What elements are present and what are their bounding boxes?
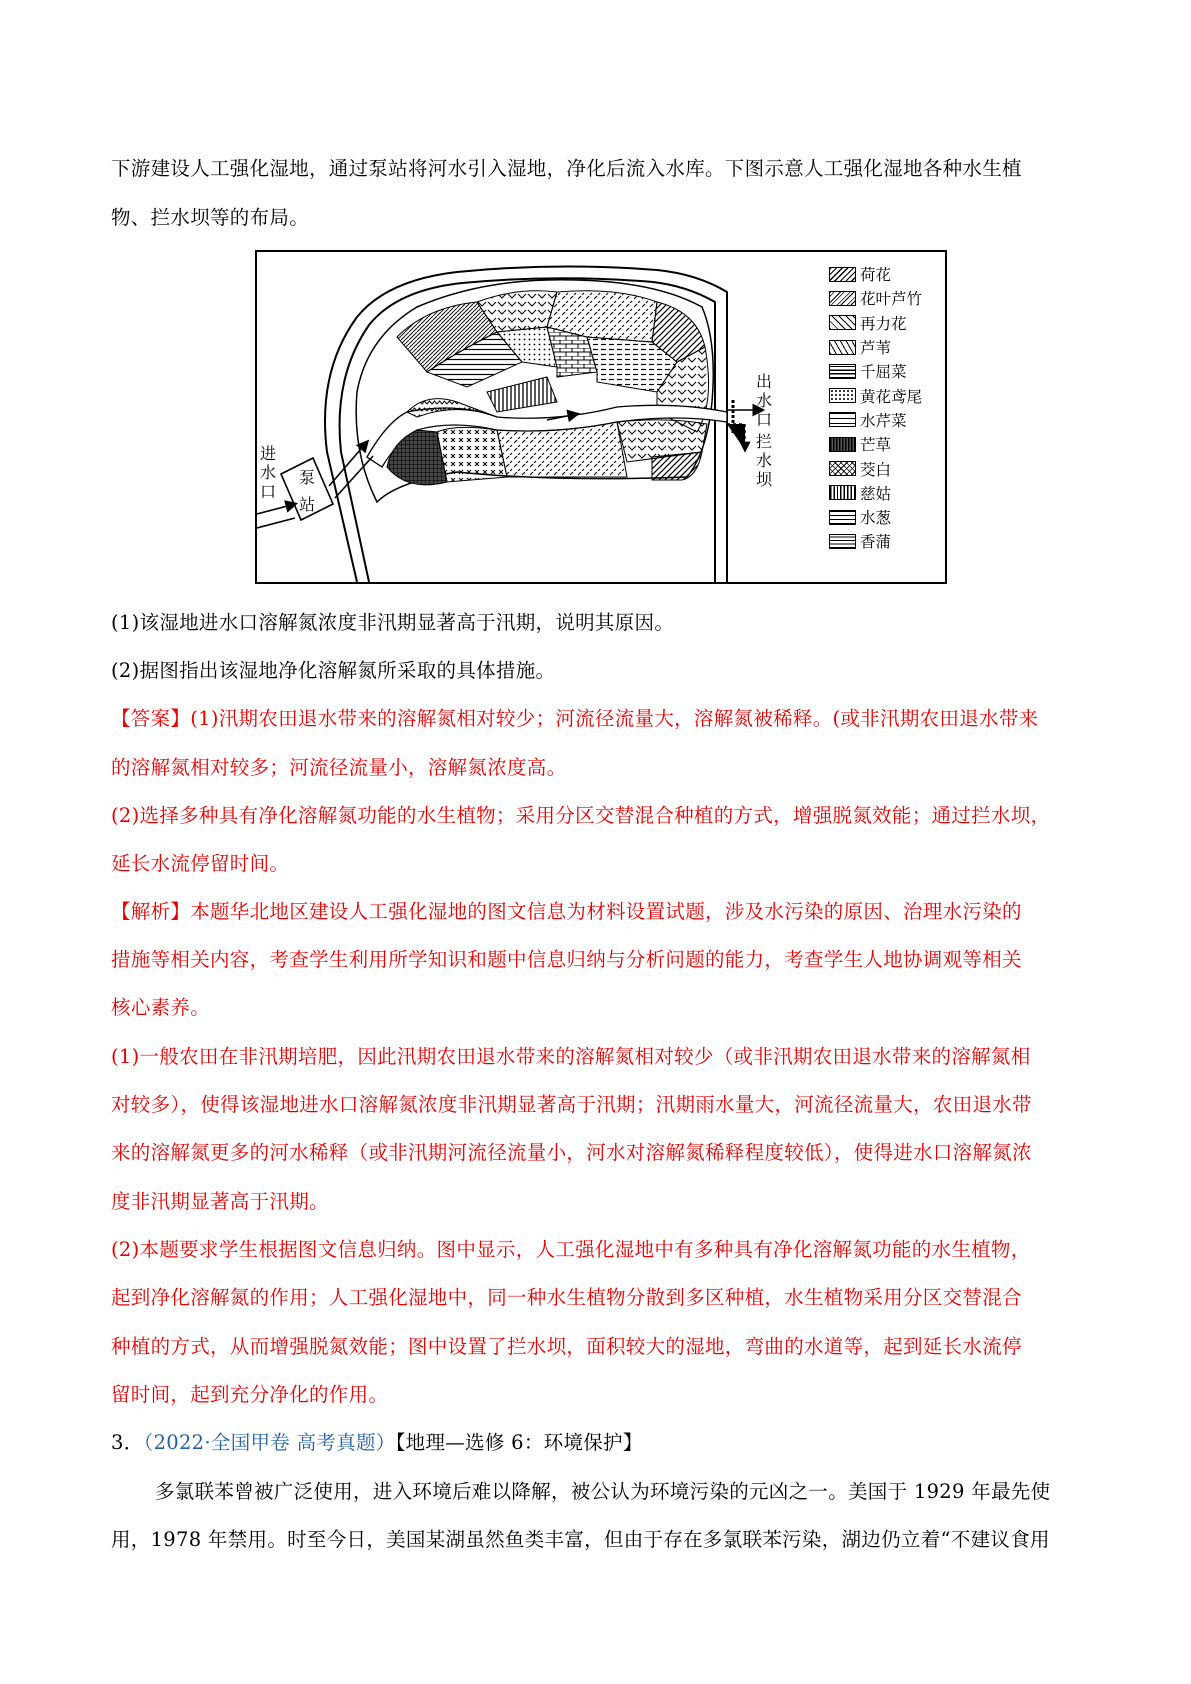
- question-3-line-1: 多氯联苯曾被广泛使用，进入环境后难以降解，被公认为环境污染的元凶之一。美国于 1929 年最先使: [155, 1480, 1051, 1503]
- question-number: 3．: [111, 1431, 144, 1454]
- question-2: (2)据图指出该湿地净化溶解氮所采取的具体措施。: [111, 659, 556, 682]
- legend-item-thalia: 再力花: [829, 311, 947, 335]
- answer-line-2: 的溶解氮相对较多；河流径流量小，溶解氮浓度高。: [111, 756, 567, 779]
- chevron-icon: [829, 340, 856, 355]
- legend-item-lotus: 荷花: [829, 262, 947, 286]
- inlet-label: 进水口: [259, 444, 276, 501]
- zigzag-icon: [829, 412, 856, 427]
- legend-item-arrowhead: 慈姑: [829, 481, 947, 505]
- question-1: (1)该湿地进水口溶解氮浓度非汛期显著高于汛期，说明其原因。: [111, 611, 675, 634]
- question-3-line-2: 用，1978 年禁用。时至今日，美国某湖虽然鱼类丰富，但由于存在多氯联苯污染，湖边仍立着“不建议食用: [111, 1528, 1050, 1551]
- analysis-line: 起到净化溶解氮的作用；人工强化湿地中，同一种水生植物分散到多区种植，水生植物采用分区交替混合: [111, 1286, 1022, 1309]
- cross-icon: [829, 461, 856, 476]
- answer-line-1: 【答案】(1)汛期农田退水带来的溶解氮相对较少；河流径流量大，溶解氮被稀释。(或非汛期农田退水带来: [111, 707, 1039, 730]
- legend-item-water-celery: 水芹菜: [829, 408, 947, 432]
- legend-item-cattail: 香蒲: [829, 529, 947, 553]
- vertical-lines-icon: [829, 485, 856, 500]
- analysis-line: 核心素养。: [111, 996, 211, 1019]
- legend-item-miscanthus: 芒草: [829, 432, 947, 456]
- wetland-layout-figure: [255, 250, 947, 584]
- analysis-line: 措施等相关内容，考查学生利用所学知识和题中信息归纳与分析问题的能力，考查学生人地协调观等相关: [111, 948, 1022, 971]
- analysis-line: 【解析】本题华北地区建设人工强化湿地的图文信息为材料设置试题，涉及水污染的原因、治理水污染的: [111, 900, 1022, 923]
- outlet-label: 出水口: [755, 372, 772, 429]
- brick-icon: [829, 510, 856, 525]
- legend-item-reed: 芦苇: [829, 335, 947, 359]
- analysis-line: 留时间，起到充分净化的作用。: [111, 1383, 389, 1406]
- dotted-icon: [829, 388, 856, 403]
- analysis-line: 度非汛期显著高于汛期。: [111, 1190, 329, 1213]
- answer-line-3: (2)选择多种具有净化溶解氮功能的水生植物；采用分区交替混合种植的方式，增强脱氮效能；通过拦水坝，: [111, 804, 1051, 827]
- analysis-line: (2)本题要求学生根据图文信息归纳。图中显示，人工强化湿地中有多种具有净化溶解氮功能的水生植物，: [111, 1238, 1031, 1261]
- legend-item-loosestrife: 千屈菜: [829, 359, 947, 383]
- dam-label: 拦水坝: [755, 432, 772, 489]
- legend-item-water-bamboo: 茭白: [829, 456, 947, 480]
- plant-legend: [829, 262, 947, 554]
- horizontal-lines-icon: [829, 364, 856, 379]
- dashed-horizontal-icon: [829, 534, 856, 549]
- intro-line-2: 物、拦水坝等的布局。: [111, 206, 310, 229]
- analysis-line: 种植的方式，从而增强脱氮效能；图中设置了拦水坝，面积较大的湿地，弯曲的水道等，起到延长水流停: [111, 1335, 1022, 1358]
- question-3-header: [111, 1430, 643, 1456]
- legend-item-bulrush: 水葱: [829, 505, 947, 529]
- dashed-diagonal-icon: [829, 315, 856, 330]
- analysis-line: 对较多），使得该湿地进水口溶解氮浓度非汛期显著高于汛期；汛期雨水量大，河流径流量大，农田退水带: [111, 1093, 1032, 1116]
- analysis-line: (1)一般农田在非汛期培肥，因此汛期农田退水带来的溶解氮相对较少（或非汛期农田退水带来的溶解氮相: [111, 1045, 1031, 1068]
- legend-item-yellow-iris: 黄花鸢尾: [829, 383, 947, 407]
- analysis-line: 来的溶解氮更多的河水稀释（或非汛期河流径流量小，河水对溶解氮稀释程度较低），使得进水口溶解氮浓: [111, 1141, 1032, 1164]
- dense-grid-icon: [829, 437, 856, 452]
- legend-item-reed-bamboo: 花叶芦竹: [829, 286, 947, 310]
- diagonal-hatch-icon: [829, 267, 856, 282]
- double-diagonal-icon: [829, 291, 856, 306]
- intro-line-1: 下游建设人工强化湿地，通过泵站将河水引入湿地，净化后流入水库。下图示意人工强化湿地各种水生植: [111, 157, 1022, 180]
- question-source: （2022·全国甲卷 高考真题）: [143, 1431, 396, 1454]
- answer-line-4: 延长水流停留时间。: [111, 852, 290, 875]
- pump-station-label: 泵站: [298, 468, 315, 514]
- question-topic: 【地理—选修 6：环境保护】: [395, 1431, 643, 1454]
